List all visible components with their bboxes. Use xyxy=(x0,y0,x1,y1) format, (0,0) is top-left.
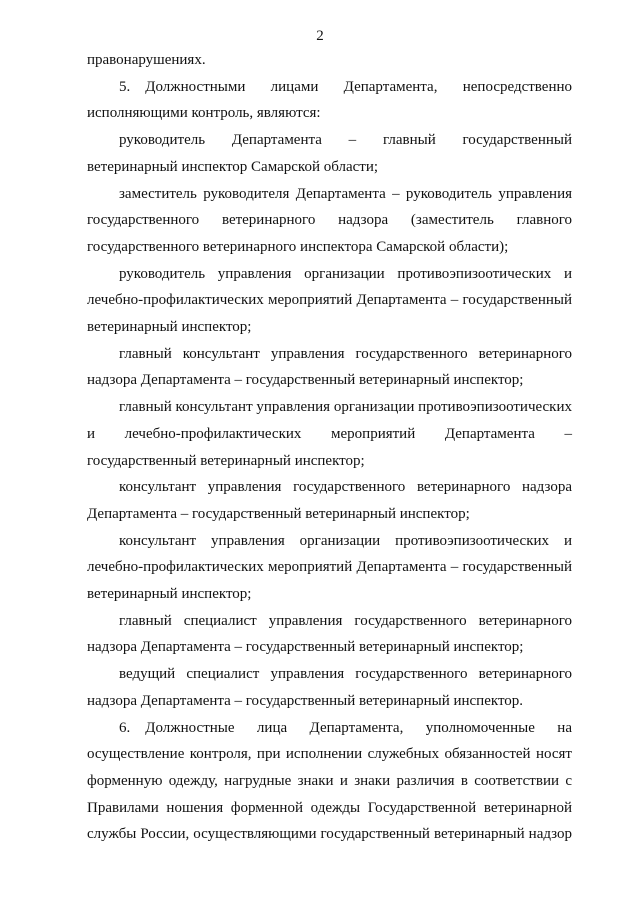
paragraph-official-consultant-epizootic: консультант управления организации противоэпизоотических и лечебно-профилактических мероприятий Департамента – государственный ветеринарный инспектор; xyxy=(87,532,572,603)
paragraph-continuation: правонарушениях. xyxy=(87,52,206,68)
paragraph-official-head-epizootic: руководитель управления организации противоэпизоотических и лечебно-профилактических мероприятий Департамента – государственный ветеринарный инспектор; xyxy=(87,265,572,336)
paragraph-official-leading-specialist: ведущий специалист управления государственного ветеринарного надзора Департамента – государственный ветеринарный инспектор. xyxy=(87,666,572,709)
paragraph-official-deputy: заместитель руководителя Департамента – руководитель управления государственного ветеринарного надзора (заместитель главного государственного ветеринарного инспектора Самарской области); xyxy=(87,185,572,255)
page-number: 2 xyxy=(316,28,324,44)
paragraph-official-chief-specialist: главный специалист управления государственного ветеринарного надзора Департамента – государственный ветеринарный инспектор; xyxy=(87,612,572,656)
paragraph-official-head: руководитель Департамента – главный государственный ветеринарный инспектор Самарской области; xyxy=(87,132,572,175)
paragraph-official-consultant-supervision: консультант управления государственного ветеринарного надзора Департамента – государственный ветеринарный инспектор; xyxy=(87,479,572,522)
document-body xyxy=(87,47,572,848)
paragraph-official-chief-consultant-supervision: главный консультант управления государственного ветеринарного надзора Департамента – государственный ветеринарный инспектор; xyxy=(87,345,572,389)
paragraph-item-6: 6. Должностные лица Департамента, уполномоченные на осуществление контроля, при исполнении служебных обязанностей носят форменную одежду, нагрудные знаки и знаки различия в соответствии с Правилами ношения форменной одежды Государственной ветеринарной службы России, осуществляющими государственный ветеринарный надзор xyxy=(87,719,572,843)
paragraph-official-chief-consultant-epizootic: главный консультант управления организации противоэпизоотических и лечебно-профилактических мероприятий Департамента – государственный ветеринарный инспектор; xyxy=(87,399,572,469)
paragraph-item-5: 5. Должностными лицами Департамента, непосредственно исполняющими контроль, являются: xyxy=(87,78,572,122)
